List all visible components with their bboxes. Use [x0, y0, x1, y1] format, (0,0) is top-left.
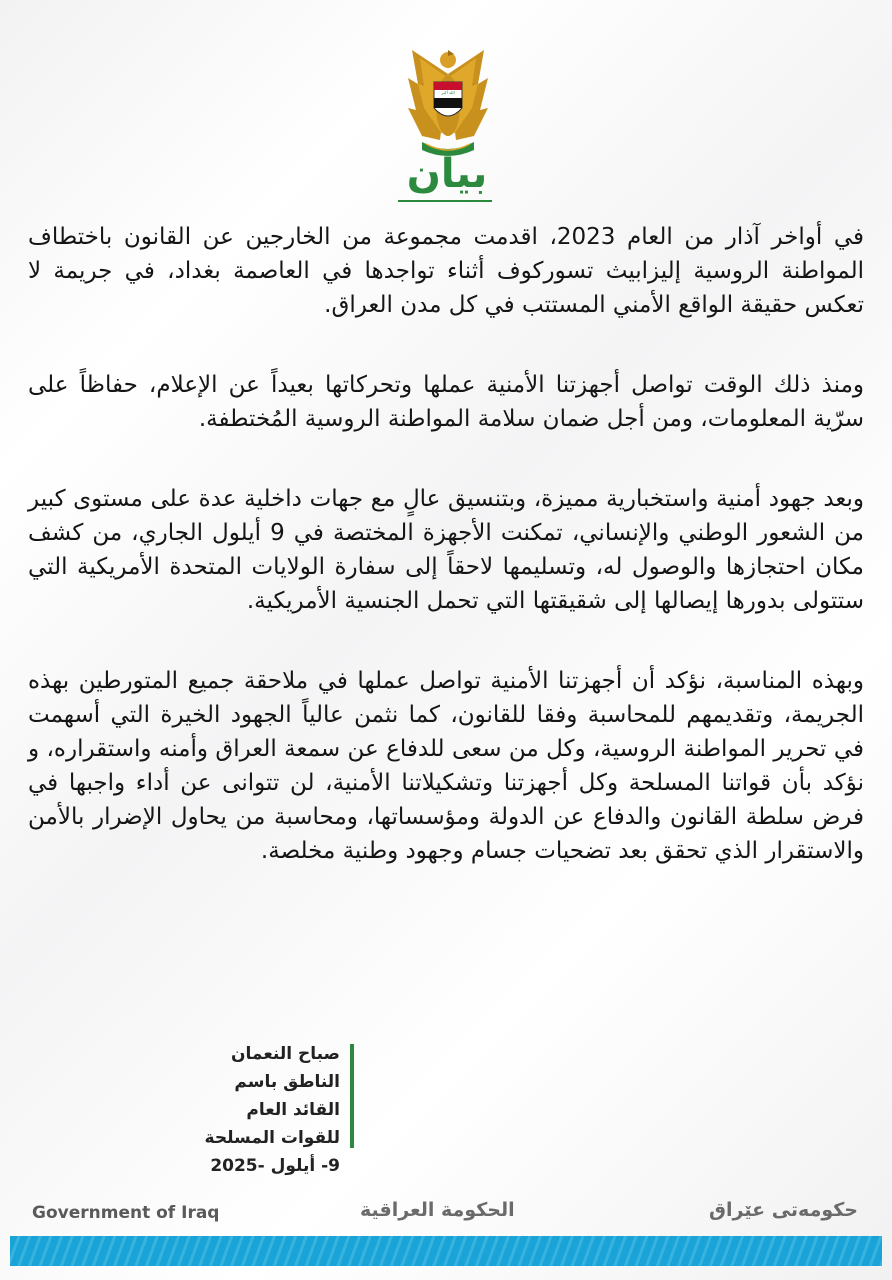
paragraph-3: وبعد جهود أمنية واستخبارية مميزة، وبتنسيق عالٍ مع جهات داخلية عدة على مستوى كبير من الشعور الوطني والإنساني، تمكنت الأجهزة المختصة في 9 أيلول الجاري، من كشف مكان احتجازها والوصول له، وتسليمها لاحقاً إلى سفارة الولايات المتحدة الأمريكية التي ستتولى بدورها إيصالها إلى شقيقتها التي تحمل الجنسية الأمريكية.: [28, 486, 865, 614]
document-title: بيان: [406, 151, 488, 197]
footer-kurdish-name: حکومەتی عێراق: [709, 1199, 858, 1221]
footer: [0, 1195, 892, 1231]
statement-body: [28, 220, 864, 868]
paragraph-1: في أواخر آذار من العام 2023، اقدمت مجموعة من الخارجين عن القانون باختطاف المواطنة الروسية إليزابيث تسوركوف أثناء تواجدها في العاصمة بغداد، في جريمة لا تعكس حقيقة الواقع الأمني المستتب في كل مدن العراق.: [28, 224, 865, 318]
footer-arabic-name: الحكومة العراقية: [360, 1199, 515, 1221]
emblem-motto: الله أكبر: [441, 90, 455, 95]
paragraph-4: وبهذه المناسبة، نؤكد أن أجهزتنا الأمنية تواصل عملها في ملاحقة جميع المتورطين بهذه الجريمة، وتقديمهم للمحاسبة وفقا للقانون، كما نثمن عالياً الجهود الخيرة التي أسهمت في تحرير المواطنة الروسية، وكل من سعى للدفاع عن سمعة العراق وأمنه واستقراره، و نؤكد بأن قواتنا المسلحة وكل أجهزتنا وتشكيلاتنا الأمنية، لن تتوانى عن أداء واجبها في فرض سلطة القانون والدفاع عن الدولة ومؤسساتها، ومحاسبة من يحاول الإضرار بالأمن والاستقرار الذي تحقق بعد تضحيات جسام وجهود وطنية مخلصة.: [28, 668, 864, 864]
footer-color-band: [10, 1236, 882, 1266]
signature-accent-bar: [350, 1044, 354, 1148]
signatory-role-line2: للقوات المسلحة: [204, 1128, 340, 1148]
iraq-emblem-icon: [404, 44, 492, 162]
signatory-name: صباح النعمان: [231, 1044, 340, 1064]
signatory-role: الناطق باسم القائد العام: [234, 1072, 340, 1120]
footer-english-name: Government of Iraq: [32, 1203, 220, 1223]
paragraph-2: ومنذ ذلك الوقت تواصل أجهزتنا الأمنية عملها وتحركاتها بعيداً عن الإعلام، حفاظاً على سرّية المعلومات، ومن أجل ضمان سلامة المواطنة الروسية المُختطفة.: [28, 372, 864, 432]
title-underline: [398, 200, 492, 202]
signature-block: [190, 1040, 340, 1180]
statement-date: 9- أيلول -2025: [210, 1156, 340, 1176]
